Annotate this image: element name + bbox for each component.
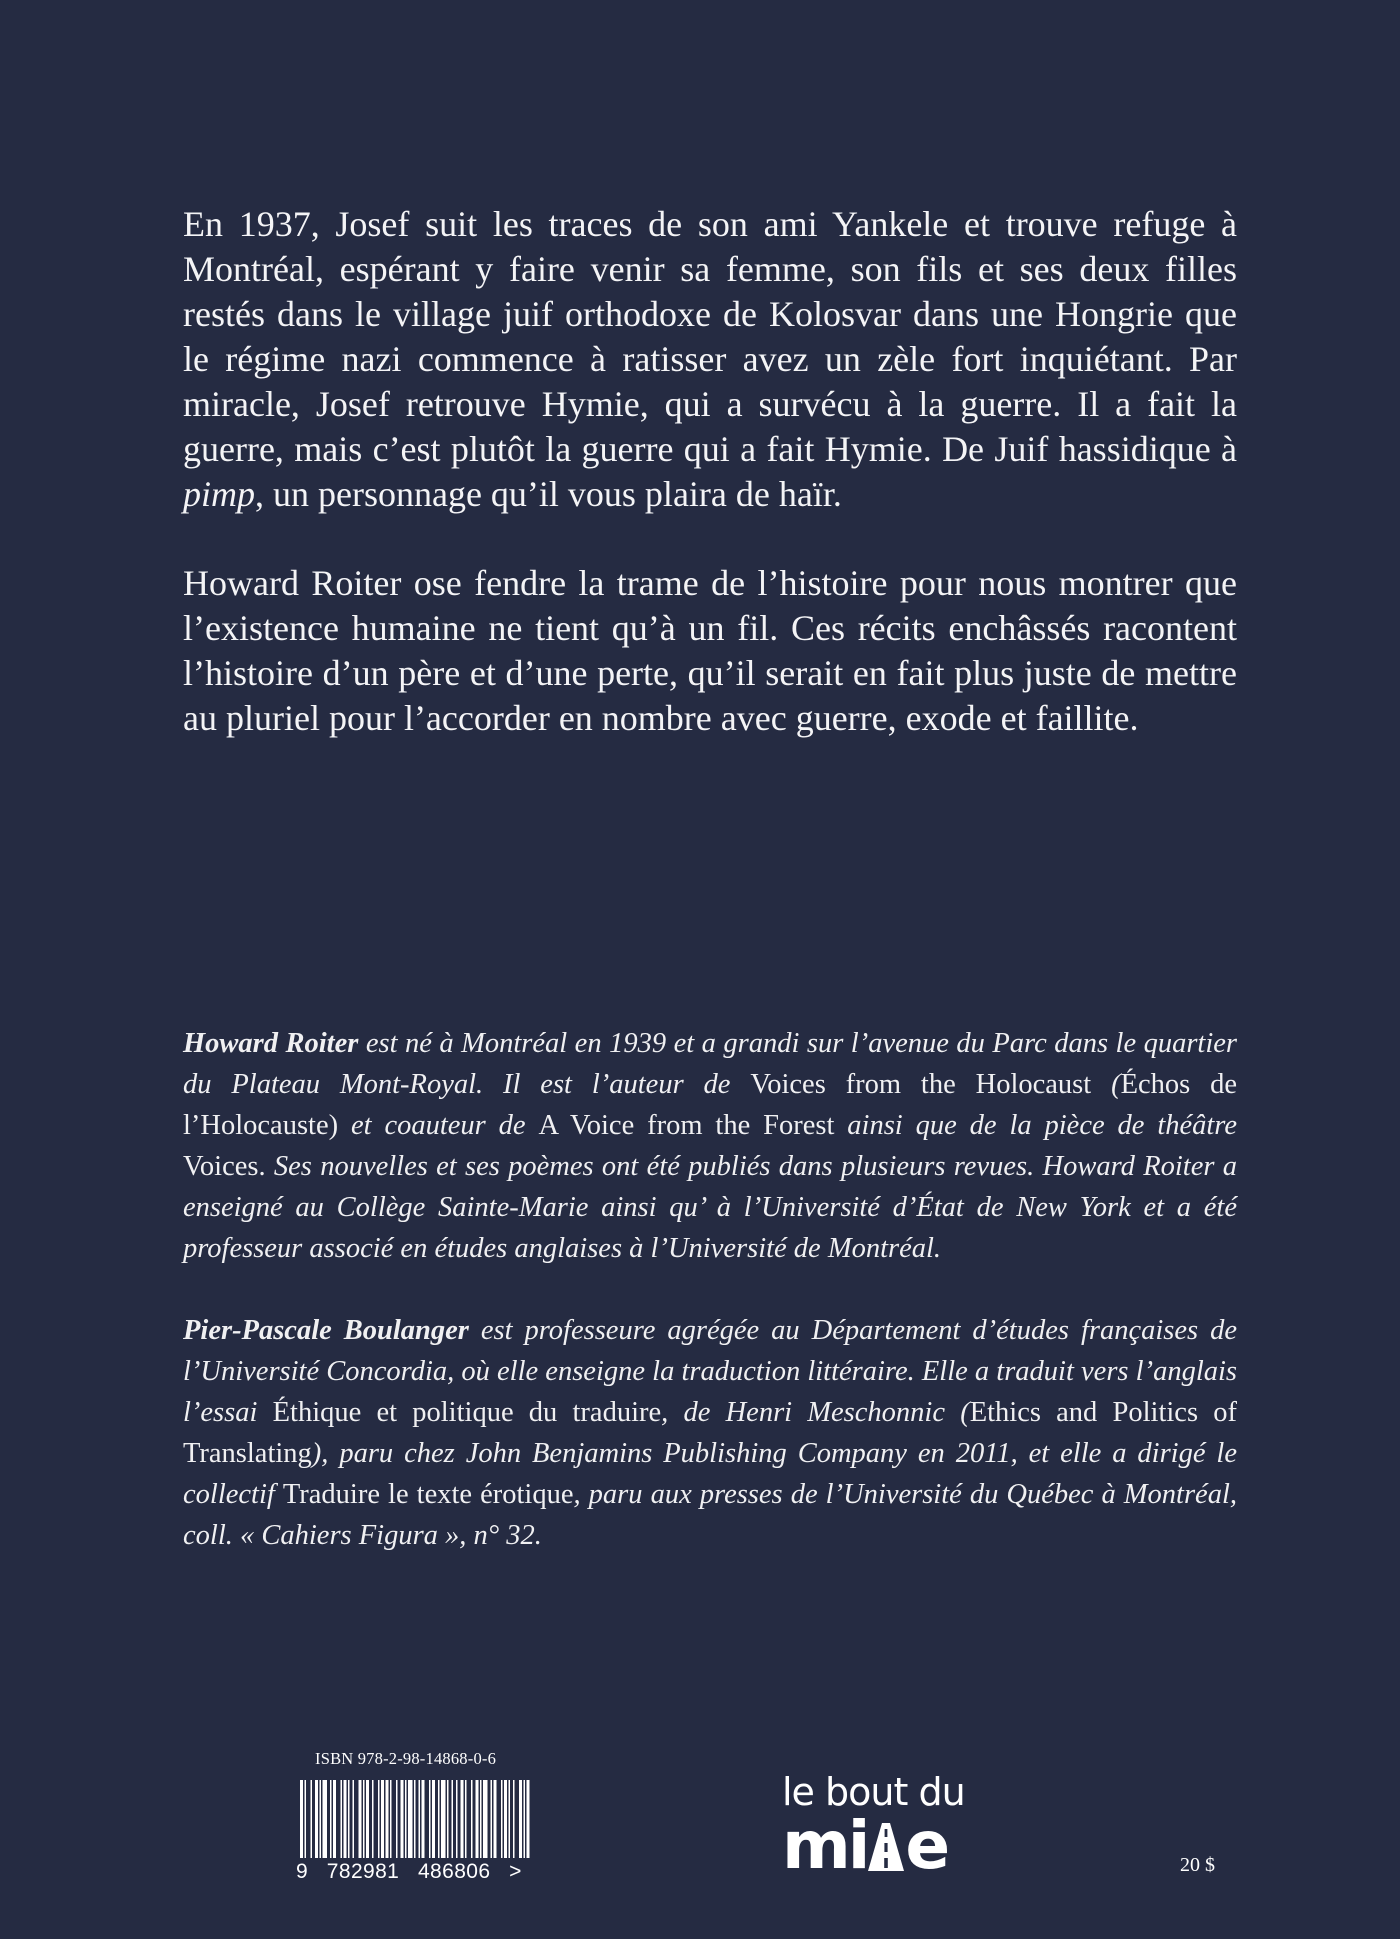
barcode-bar bbox=[456, 1780, 458, 1858]
road-icon bbox=[868, 1823, 904, 1871]
barcode-bar bbox=[461, 1780, 464, 1858]
barcode-bar bbox=[441, 1780, 446, 1858]
summary-paragraph-2: Howard Roiter ose fendre la trame de l’histoire pour nous montrer que l’existence humaine ne tient qu’à un fil. Ces récits enchâssés racontent l’histoire d’un père et d’une perte, qu’il serait en fait plus juste de mettre au pluriel pour l’accorder en nombre avec guerre, exode et faillite. bbox=[183, 563, 1237, 738]
barcode-bar bbox=[429, 1780, 431, 1858]
bio-text: ( bbox=[1091, 1069, 1121, 1100]
barcode-bar bbox=[509, 1780, 511, 1858]
translator-name: Pier-Pascale Boulanger bbox=[183, 1315, 469, 1346]
work-title: Voices from the Holocaust bbox=[750, 1069, 1092, 1100]
barcode-bar bbox=[513, 1780, 515, 1858]
bio-text: , de Henri Meschonnic ( bbox=[661, 1397, 970, 1428]
barcode-bar bbox=[483, 1780, 488, 1858]
barcode-bar bbox=[396, 1780, 398, 1858]
barcode-bar bbox=[465, 1780, 467, 1858]
barcode-bar bbox=[300, 1780, 303, 1858]
work-title: Ethics and Politics of Translating bbox=[183, 1397, 1237, 1469]
barcode-bar bbox=[408, 1780, 413, 1858]
barcode-bar bbox=[452, 1780, 454, 1858]
bio-text: , paru aux presses de l’Université du Québec à Montréal, coll. « Cahiers Figura », n° 32. bbox=[183, 1479, 1237, 1551]
work-title: A Voice from the Forest bbox=[538, 1110, 835, 1141]
summary-text: En 1937, Josef suit les traces de son ami Yankele et trouve refuge à Montréal, espérant y faire venir sa femme, son fils et ses deux filles restés dans le village juif orthodoxe de Kolosvar dans une Hongrie que le régime nazi commence à ratisser avez un zèle fort inquiétant. Par miracle, Josef retrouve Hymie, qui a survécu à la guerre. Il a fait la guerre, mais c’est plutôt la guerre qui a fait Hymie. De Juif hassidique à bbox=[183, 204, 1237, 469]
barcode-bar bbox=[344, 1780, 347, 1858]
barcode-bar bbox=[401, 1780, 404, 1858]
barcode-bar bbox=[494, 1780, 497, 1858]
bio-text: est né à Montréal en 1939 et a grandi sur l’avenue du Parc dans le quartier du Plateau Mont-Royal. Il est l’auteur de bbox=[183, 1028, 1238, 1100]
author-name: Howard Roiter bbox=[183, 1028, 359, 1059]
work-title: Échos de l’Holocauste) bbox=[183, 1069, 1237, 1141]
barcode-bar bbox=[311, 1780, 313, 1858]
barcode-bar bbox=[341, 1780, 343, 1858]
author-bio bbox=[183, 1023, 1237, 1269]
bio-text: ), paru chez John Benjamins Publishing Company en 2011, et elle a dirigé le collectif bbox=[183, 1438, 1237, 1510]
barcode-bar bbox=[524, 1780, 526, 1858]
barcode-bar bbox=[432, 1780, 435, 1858]
publisher-logo-word-end: e bbox=[905, 1807, 948, 1884]
work-title: Traduire le texte érotique bbox=[282, 1479, 574, 1510]
barcode-bar bbox=[386, 1780, 389, 1858]
barcode-bar bbox=[480, 1780, 482, 1858]
barcode-bar bbox=[405, 1780, 407, 1858]
publisher-logo-line2 bbox=[782, 1807, 972, 1884]
barcode-bar bbox=[366, 1780, 369, 1858]
price-label: 20 $ bbox=[1180, 1854, 1215, 1876]
barcode-bar bbox=[491, 1780, 493, 1858]
barcode-bar bbox=[476, 1780, 479, 1858]
work-title: Voices. bbox=[183, 1151, 266, 1182]
bio-text: Ses nouvelles et ses poèmes ont été publiés dans plusieurs revues. Howard Roiter a enseigné au Collège Sainte-Marie ainsi qu’ à l’Université d’État de New York et a été professeur associé en études anglaises à l’Université de Montréal. bbox=[183, 1151, 1237, 1264]
translator-bio bbox=[183, 1310, 1237, 1556]
barcode-bar bbox=[353, 1780, 355, 1858]
barcode-bar bbox=[359, 1780, 362, 1858]
barcode-bar bbox=[323, 1780, 328, 1858]
barcode-bar bbox=[363, 1780, 365, 1858]
barcode-bar bbox=[381, 1780, 384, 1858]
barcode-digits: 9 782981 486806 > bbox=[296, 1860, 522, 1883]
barcode-bar bbox=[471, 1780, 473, 1858]
barcode bbox=[296, 1780, 536, 1860]
barcode-bar bbox=[527, 1780, 530, 1858]
barcode-bar bbox=[348, 1780, 350, 1858]
bio-text: est professeure agrégée au Département d’études françaises de l’Université Concordia, où elle enseigne la traduction littéraire. Elle a traduit vers l’anglais l’essai bbox=[183, 1315, 1237, 1428]
barcode-bar bbox=[519, 1780, 522, 1858]
publisher-logo bbox=[782, 1770, 972, 1884]
work-title: Éthique et politique du traduire bbox=[272, 1397, 662, 1428]
publisher-logo-word-start: mi bbox=[782, 1807, 868, 1884]
barcode-bar bbox=[438, 1780, 440, 1858]
barcode-bar bbox=[320, 1780, 322, 1858]
summary-emphasis: pimp bbox=[183, 474, 255, 514]
barcode-bar bbox=[419, 1780, 421, 1858]
barcode-bar bbox=[422, 1780, 425, 1858]
back-cover-summary bbox=[183, 202, 1237, 741]
barcode-bar bbox=[333, 1780, 336, 1858]
biographies bbox=[183, 1023, 1237, 1556]
barcode-bar bbox=[330, 1780, 332, 1858]
bio-text: et coauteur de bbox=[338, 1110, 539, 1141]
barcode-bar bbox=[305, 1780, 307, 1858]
barcode-bar bbox=[504, 1780, 507, 1858]
barcode-bar bbox=[378, 1780, 380, 1858]
barcode-bar bbox=[372, 1780, 374, 1858]
isbn-label: ISBN 978-2-98-14868-0-6 bbox=[315, 1749, 497, 1768]
barcode-bar bbox=[390, 1780, 392, 1858]
summary-text: , un personnage qu’il vous plaira de haïr. bbox=[255, 474, 842, 514]
barcode-bar bbox=[501, 1780, 503, 1858]
barcode-bar bbox=[315, 1780, 318, 1858]
summary-paragraph-1 bbox=[183, 202, 1237, 517]
barcode-bar bbox=[414, 1780, 416, 1858]
barcode-bar bbox=[447, 1780, 449, 1858]
publisher-logo-line1: le bout du bbox=[782, 1770, 965, 1814]
bio-text: ainsi que de la pièce de théâtre bbox=[834, 1110, 1237, 1141]
